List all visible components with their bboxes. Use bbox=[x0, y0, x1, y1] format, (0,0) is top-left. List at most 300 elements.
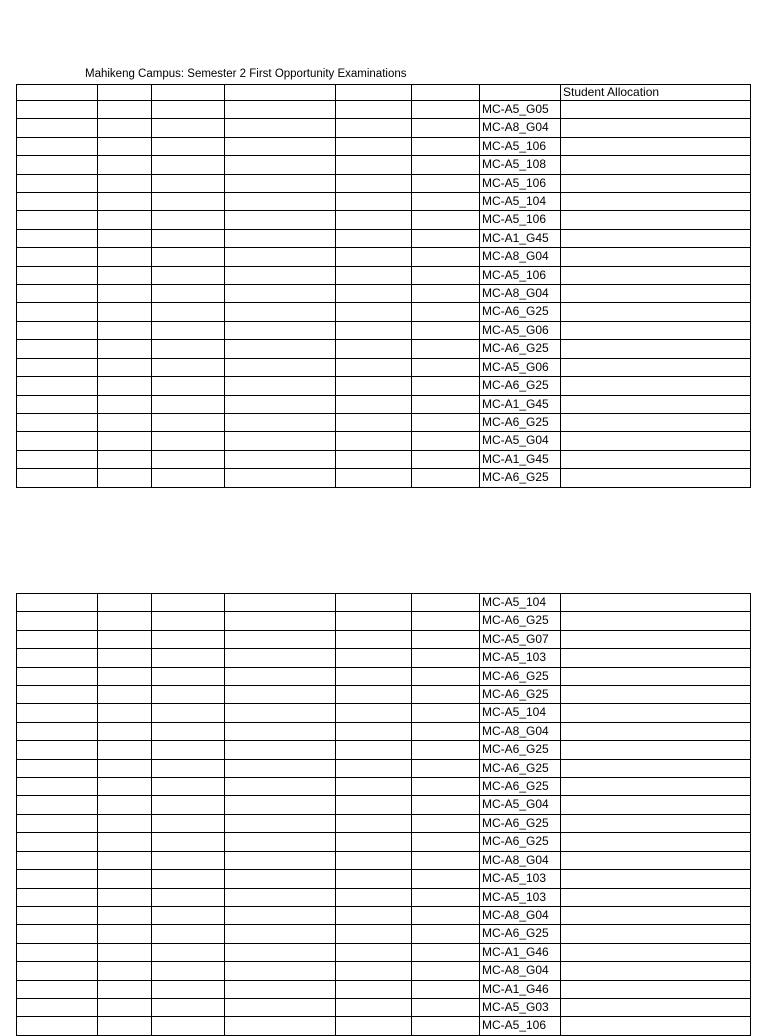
venue-cell: MC-A8_G04 bbox=[480, 119, 561, 137]
empty-cell bbox=[412, 870, 480, 888]
empty-cell bbox=[336, 248, 412, 266]
empty-cell bbox=[412, 321, 480, 339]
empty-cell bbox=[152, 321, 225, 339]
empty-cell bbox=[336, 266, 412, 284]
venue-cell: MC-A5_G04 bbox=[480, 796, 561, 814]
empty-cell bbox=[98, 906, 152, 924]
empty-cell bbox=[225, 211, 336, 229]
empty-cell bbox=[152, 358, 225, 376]
empty-cell bbox=[561, 741, 751, 759]
empty-cell bbox=[336, 137, 412, 155]
empty-cell bbox=[152, 870, 225, 888]
empty-cell bbox=[561, 925, 751, 943]
empty-cell bbox=[561, 137, 751, 155]
venue-cell: MC-A8_G04 bbox=[480, 248, 561, 266]
empty-cell bbox=[336, 980, 412, 998]
empty-cell bbox=[336, 594, 412, 612]
empty-cell bbox=[336, 630, 412, 648]
table-row bbox=[17, 358, 751, 376]
empty-cell bbox=[561, 303, 751, 321]
empty-cell bbox=[336, 998, 412, 1016]
empty-cell bbox=[412, 759, 480, 777]
empty-cell bbox=[152, 888, 225, 906]
table-row bbox=[17, 156, 751, 174]
venue-cell: MC-A5_G03 bbox=[480, 998, 561, 1016]
venue-cell: MC-A5_106 bbox=[480, 174, 561, 192]
empty-cell bbox=[17, 432, 98, 450]
empty-cell bbox=[98, 377, 152, 395]
empty-cell bbox=[152, 686, 225, 704]
table-row bbox=[17, 906, 751, 924]
venue-cell: MC-A5_103 bbox=[480, 870, 561, 888]
empty-cell bbox=[412, 395, 480, 413]
empty-cell bbox=[225, 432, 336, 450]
table-row bbox=[17, 741, 751, 759]
empty-cell bbox=[225, 377, 336, 395]
empty-cell bbox=[225, 962, 336, 980]
venue-cell: MC-A5_103 bbox=[480, 649, 561, 667]
empty-cell bbox=[561, 266, 751, 284]
empty-cell bbox=[412, 796, 480, 814]
empty-cell bbox=[561, 943, 751, 961]
empty-cell bbox=[336, 377, 412, 395]
table-row bbox=[17, 796, 751, 814]
empty-cell bbox=[98, 630, 152, 648]
empty-cell bbox=[225, 612, 336, 630]
empty-cell bbox=[152, 943, 225, 961]
empty-cell bbox=[412, 980, 480, 998]
empty-cell bbox=[336, 1017, 412, 1035]
empty-cell bbox=[225, 778, 336, 796]
empty-cell bbox=[225, 943, 336, 961]
empty-cell bbox=[412, 906, 480, 924]
empty-cell bbox=[225, 630, 336, 648]
empty-cell bbox=[152, 778, 225, 796]
empty-cell bbox=[561, 833, 751, 851]
empty-cell bbox=[412, 630, 480, 648]
empty-cell bbox=[98, 321, 152, 339]
empty-cell bbox=[98, 888, 152, 906]
table-row bbox=[17, 1017, 751, 1035]
table-row bbox=[17, 285, 751, 303]
empty-cell bbox=[225, 594, 336, 612]
empty-cell bbox=[225, 998, 336, 1016]
table-row bbox=[17, 377, 751, 395]
empty-cell bbox=[412, 998, 480, 1016]
empty-cell bbox=[561, 101, 751, 119]
venue-cell: MC-A8_G04 bbox=[480, 851, 561, 869]
empty-cell bbox=[152, 285, 225, 303]
table-row bbox=[17, 833, 751, 851]
empty-cell bbox=[412, 594, 480, 612]
empty-cell bbox=[225, 888, 336, 906]
table-row bbox=[17, 229, 751, 247]
empty-cell bbox=[225, 833, 336, 851]
empty-cell bbox=[98, 1017, 152, 1035]
empty-cell bbox=[17, 612, 98, 630]
empty-cell bbox=[561, 119, 751, 137]
empty-cell bbox=[17, 321, 98, 339]
empty-cell bbox=[17, 814, 98, 832]
empty-cell bbox=[152, 906, 225, 924]
venue-cell: MC-A6_G25 bbox=[480, 469, 561, 487]
empty-cell bbox=[412, 85, 480, 101]
empty-cell bbox=[225, 266, 336, 284]
venue-cell: MC-A6_G25 bbox=[480, 667, 561, 685]
empty-cell bbox=[412, 612, 480, 630]
empty-cell bbox=[152, 85, 225, 101]
empty-cell bbox=[152, 851, 225, 869]
empty-cell bbox=[412, 137, 480, 155]
empty-cell bbox=[336, 722, 412, 740]
table-row bbox=[17, 432, 751, 450]
empty-cell bbox=[561, 686, 751, 704]
empty-cell bbox=[225, 667, 336, 685]
empty-cell bbox=[336, 888, 412, 906]
empty-cell bbox=[98, 248, 152, 266]
venue-cell: MC-A6_G25 bbox=[480, 759, 561, 777]
empty-cell bbox=[98, 395, 152, 413]
empty-cell bbox=[98, 303, 152, 321]
empty-cell bbox=[98, 156, 152, 174]
empty-cell bbox=[561, 340, 751, 358]
empty-cell bbox=[336, 796, 412, 814]
empty-cell bbox=[412, 303, 480, 321]
empty-cell bbox=[98, 101, 152, 119]
empty-cell bbox=[98, 796, 152, 814]
empty-cell bbox=[17, 630, 98, 648]
empty-cell bbox=[561, 174, 751, 192]
empty-cell bbox=[336, 686, 412, 704]
empty-cell bbox=[225, 741, 336, 759]
empty-cell bbox=[336, 962, 412, 980]
table-row bbox=[17, 814, 751, 832]
empty-cell bbox=[98, 193, 152, 211]
empty-cell bbox=[17, 649, 98, 667]
empty-cell bbox=[17, 722, 98, 740]
empty-cell bbox=[17, 377, 98, 395]
table-row bbox=[17, 211, 751, 229]
empty-cell bbox=[17, 211, 98, 229]
empty-cell bbox=[412, 851, 480, 869]
empty-cell bbox=[98, 851, 152, 869]
empty-cell bbox=[336, 303, 412, 321]
venue-cell: MC-A1_G45 bbox=[480, 450, 561, 468]
empty-cell bbox=[152, 814, 225, 832]
empty-cell bbox=[17, 266, 98, 284]
empty-cell bbox=[561, 722, 751, 740]
empty-cell bbox=[17, 888, 98, 906]
empty-cell bbox=[561, 594, 751, 612]
empty-cell bbox=[17, 778, 98, 796]
table-header-row bbox=[17, 85, 751, 101]
empty-cell bbox=[225, 413, 336, 431]
empty-cell bbox=[98, 594, 152, 612]
table-row bbox=[17, 395, 751, 413]
empty-cell bbox=[412, 229, 480, 247]
table-row bbox=[17, 980, 751, 998]
empty-cell bbox=[561, 630, 751, 648]
empty-cell bbox=[412, 193, 480, 211]
empty-cell bbox=[98, 778, 152, 796]
empty-cell bbox=[17, 137, 98, 155]
empty-cell bbox=[152, 667, 225, 685]
empty-cell bbox=[225, 649, 336, 667]
venue-cell: MC-A6_G25 bbox=[480, 340, 561, 358]
empty-cell bbox=[561, 704, 751, 722]
empty-cell bbox=[17, 870, 98, 888]
venue-cell: MC-A8_G04 bbox=[480, 962, 561, 980]
empty-cell bbox=[412, 686, 480, 704]
empty-cell bbox=[412, 778, 480, 796]
empty-cell bbox=[561, 377, 751, 395]
venue-cell: MC-A1_G46 bbox=[480, 943, 561, 961]
table-row bbox=[17, 778, 751, 796]
table-row bbox=[17, 888, 751, 906]
table-row bbox=[17, 686, 751, 704]
empty-cell bbox=[17, 925, 98, 943]
venue-cell: MC-A8_G04 bbox=[480, 285, 561, 303]
empty-cell bbox=[152, 649, 225, 667]
empty-cell bbox=[480, 85, 561, 101]
empty-cell bbox=[225, 174, 336, 192]
table-row bbox=[17, 119, 751, 137]
table-row bbox=[17, 248, 751, 266]
empty-cell bbox=[412, 925, 480, 943]
empty-cell bbox=[152, 450, 225, 468]
empty-cell bbox=[152, 137, 225, 155]
empty-cell bbox=[412, 248, 480, 266]
empty-cell bbox=[17, 796, 98, 814]
empty-cell bbox=[98, 704, 152, 722]
empty-cell bbox=[17, 759, 98, 777]
empty-cell bbox=[561, 358, 751, 376]
empty-cell bbox=[561, 612, 751, 630]
empty-cell bbox=[412, 741, 480, 759]
empty-cell bbox=[98, 998, 152, 1016]
venue-cell: MC-A6_G25 bbox=[480, 778, 561, 796]
empty-cell bbox=[17, 303, 98, 321]
empty-cell bbox=[152, 980, 225, 998]
empty-cell bbox=[17, 998, 98, 1016]
table-row bbox=[17, 998, 751, 1016]
empty-cell bbox=[561, 156, 751, 174]
empty-cell bbox=[98, 612, 152, 630]
empty-cell bbox=[336, 943, 412, 961]
empty-cell bbox=[336, 925, 412, 943]
empty-cell bbox=[225, 814, 336, 832]
empty-cell bbox=[336, 667, 412, 685]
empty-cell bbox=[98, 469, 152, 487]
empty-cell bbox=[561, 796, 751, 814]
empty-cell bbox=[98, 137, 152, 155]
empty-cell bbox=[152, 612, 225, 630]
venue-cell: MC-A6_G25 bbox=[480, 833, 561, 851]
empty-cell bbox=[561, 980, 751, 998]
table-row bbox=[17, 630, 751, 648]
empty-cell bbox=[17, 943, 98, 961]
empty-cell bbox=[336, 432, 412, 450]
venue-cell: MC-A1_G46 bbox=[480, 980, 561, 998]
empty-cell bbox=[152, 174, 225, 192]
empty-cell bbox=[561, 778, 751, 796]
table-row bbox=[17, 925, 751, 943]
venue-cell: MC-A1_G45 bbox=[480, 229, 561, 247]
empty-cell bbox=[152, 432, 225, 450]
empty-cell bbox=[152, 211, 225, 229]
empty-cell bbox=[225, 395, 336, 413]
empty-cell bbox=[17, 686, 98, 704]
empty-cell bbox=[17, 704, 98, 722]
empty-cell bbox=[98, 211, 152, 229]
empty-cell bbox=[225, 101, 336, 119]
empty-cell bbox=[225, 925, 336, 943]
venue-cell: MC-A6_G25 bbox=[480, 925, 561, 943]
venue-cell: MC-A6_G25 bbox=[480, 686, 561, 704]
table-row bbox=[17, 612, 751, 630]
empty-cell bbox=[225, 704, 336, 722]
empty-cell bbox=[336, 833, 412, 851]
empty-cell bbox=[561, 229, 751, 247]
empty-cell bbox=[152, 119, 225, 137]
empty-cell bbox=[336, 193, 412, 211]
empty-cell bbox=[152, 229, 225, 247]
empty-cell bbox=[152, 266, 225, 284]
empty-cell bbox=[225, 193, 336, 211]
empty-cell bbox=[336, 211, 412, 229]
empty-cell bbox=[225, 450, 336, 468]
empty-cell bbox=[225, 303, 336, 321]
empty-cell bbox=[336, 119, 412, 137]
empty-cell bbox=[336, 450, 412, 468]
empty-cell bbox=[98, 980, 152, 998]
empty-cell bbox=[225, 321, 336, 339]
empty-cell bbox=[225, 340, 336, 358]
empty-cell bbox=[336, 340, 412, 358]
empty-cell bbox=[225, 722, 336, 740]
empty-cell bbox=[561, 870, 751, 888]
student-allocation-header: Student Allocation bbox=[561, 85, 751, 101]
empty-cell bbox=[17, 833, 98, 851]
empty-cell bbox=[225, 796, 336, 814]
empty-cell bbox=[561, 649, 751, 667]
empty-cell bbox=[412, 943, 480, 961]
empty-cell bbox=[561, 667, 751, 685]
table-row bbox=[17, 722, 751, 740]
empty-cell bbox=[17, 101, 98, 119]
empty-cell bbox=[152, 722, 225, 740]
empty-cell bbox=[412, 174, 480, 192]
empty-cell bbox=[98, 266, 152, 284]
empty-cell bbox=[152, 469, 225, 487]
empty-cell bbox=[336, 469, 412, 487]
page-title: Mahikeng Campus: Semester 2 First Opportunity Examinations bbox=[85, 68, 407, 80]
table-row bbox=[17, 303, 751, 321]
empty-cell bbox=[98, 667, 152, 685]
empty-cell bbox=[412, 119, 480, 137]
venue-cell: MC-A5_G06 bbox=[480, 358, 561, 376]
venue-cell: MC-A6_G25 bbox=[480, 303, 561, 321]
empty-cell bbox=[561, 1017, 751, 1035]
exam-venue-table-2 bbox=[16, 593, 751, 1036]
empty-cell bbox=[152, 962, 225, 980]
empty-cell bbox=[225, 248, 336, 266]
venue-cell: MC-A8_G04 bbox=[480, 906, 561, 924]
empty-cell bbox=[152, 594, 225, 612]
venue-cell: MC-A6_G25 bbox=[480, 741, 561, 759]
empty-cell bbox=[98, 943, 152, 961]
venue-cell: MC-A1_G45 bbox=[480, 395, 561, 413]
table-row bbox=[17, 594, 751, 612]
empty-cell bbox=[17, 906, 98, 924]
empty-cell bbox=[17, 962, 98, 980]
empty-cell bbox=[152, 925, 225, 943]
empty-cell bbox=[336, 778, 412, 796]
empty-cell bbox=[225, 229, 336, 247]
empty-cell bbox=[98, 119, 152, 137]
venue-cell: MC-A5_106 bbox=[480, 266, 561, 284]
empty-cell bbox=[561, 998, 751, 1016]
empty-cell bbox=[412, 667, 480, 685]
empty-cell bbox=[336, 156, 412, 174]
venue-cell: MC-A5_104 bbox=[480, 704, 561, 722]
empty-cell bbox=[412, 266, 480, 284]
table-row bbox=[17, 870, 751, 888]
empty-cell bbox=[98, 870, 152, 888]
empty-cell bbox=[336, 85, 412, 101]
empty-cell bbox=[225, 156, 336, 174]
venue-cell: MC-A5_108 bbox=[480, 156, 561, 174]
empty-cell bbox=[98, 722, 152, 740]
empty-cell bbox=[17, 413, 98, 431]
empty-cell bbox=[561, 211, 751, 229]
empty-cell bbox=[412, 704, 480, 722]
empty-cell bbox=[152, 303, 225, 321]
empty-cell bbox=[336, 759, 412, 777]
empty-cell bbox=[98, 174, 152, 192]
empty-cell bbox=[225, 851, 336, 869]
empty-cell bbox=[561, 395, 751, 413]
empty-cell bbox=[561, 413, 751, 431]
empty-cell bbox=[98, 229, 152, 247]
empty-cell bbox=[225, 980, 336, 998]
empty-cell bbox=[152, 630, 225, 648]
empty-cell bbox=[336, 741, 412, 759]
empty-cell bbox=[561, 851, 751, 869]
table-row bbox=[17, 321, 751, 339]
empty-cell bbox=[412, 285, 480, 303]
empty-cell bbox=[412, 156, 480, 174]
venue-cell: MC-A8_G04 bbox=[480, 722, 561, 740]
empty-cell bbox=[336, 649, 412, 667]
empty-cell bbox=[152, 340, 225, 358]
empty-cell bbox=[17, 741, 98, 759]
empty-cell bbox=[152, 704, 225, 722]
empty-cell bbox=[336, 906, 412, 924]
table-row bbox=[17, 667, 751, 685]
empty-cell bbox=[336, 229, 412, 247]
empty-cell bbox=[561, 450, 751, 468]
table-row bbox=[17, 851, 751, 869]
empty-cell bbox=[412, 101, 480, 119]
empty-cell bbox=[98, 285, 152, 303]
empty-cell bbox=[17, 193, 98, 211]
table-row bbox=[17, 413, 751, 431]
empty-cell bbox=[561, 962, 751, 980]
empty-cell bbox=[98, 450, 152, 468]
empty-cell bbox=[225, 119, 336, 137]
empty-cell bbox=[98, 85, 152, 101]
